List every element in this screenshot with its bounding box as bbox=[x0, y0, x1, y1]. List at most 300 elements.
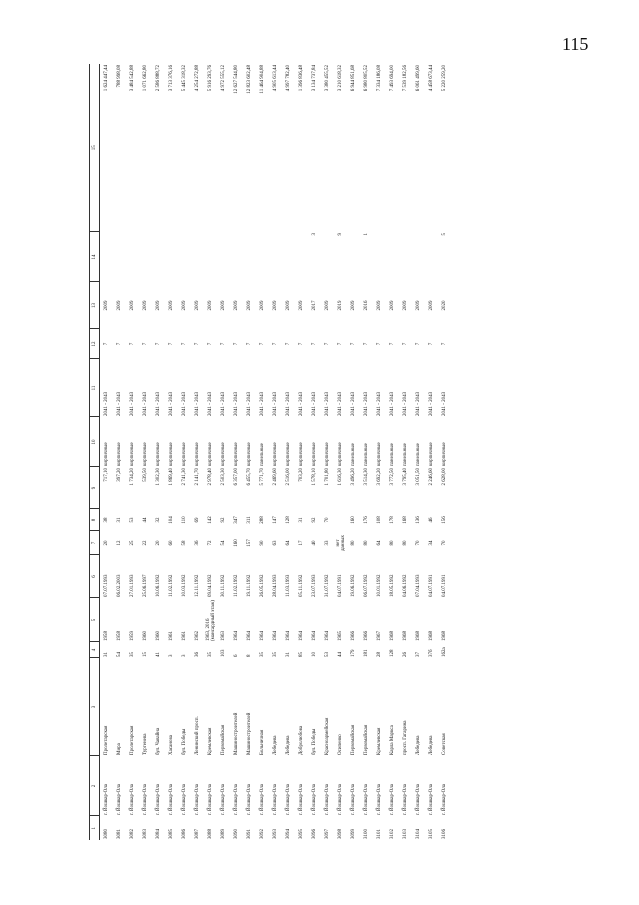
value-cell: 5 916 293,76 bbox=[208, 65, 213, 92]
wall-material-cell: панельные bbox=[416, 443, 421, 466]
year-cell: 1964 bbox=[299, 631, 304, 641]
street-cell: Кремлевская bbox=[208, 727, 213, 755]
table-row bbox=[126, 64, 139, 840]
area-cell: 2 628,00 bbox=[442, 468, 447, 486]
header-row bbox=[90, 64, 100, 840]
column-14-cell: 1 bbox=[364, 233, 369, 236]
column-header: 10 bbox=[90, 417, 100, 467]
column-14-cell bbox=[230, 232, 243, 282]
street-cell: Тургенева bbox=[143, 733, 148, 755]
column-8-cell: 44 bbox=[143, 517, 148, 523]
area-cell: 1 578,10 bbox=[312, 468, 317, 486]
column-12-cell: 7 bbox=[195, 342, 200, 346]
table-row bbox=[373, 64, 386, 840]
column-header: 11 bbox=[90, 359, 100, 417]
column-14-cell bbox=[165, 232, 178, 282]
wall-material-cell: кирпичные bbox=[247, 442, 252, 466]
column-13-cell: 2009 bbox=[117, 300, 122, 311]
city-cell: г. Йошкар-Ола bbox=[299, 783, 304, 815]
column-14-cell bbox=[373, 232, 386, 282]
area-cell: 717,10 bbox=[104, 468, 109, 482]
column-8-cell: 160 bbox=[351, 516, 356, 524]
period-cell: 2041 - 2043 bbox=[325, 391, 330, 416]
year-cell: 1958 bbox=[104, 631, 109, 641]
area-cell: 2 141,70 bbox=[195, 468, 200, 486]
wall-material-cell: кирпичные bbox=[143, 442, 148, 466]
period-cell: 2041 - 2043 bbox=[182, 391, 187, 416]
period-cell: 2041 - 2043 bbox=[429, 391, 434, 416]
row-number: 3093 bbox=[273, 829, 278, 839]
year-cell: 1968 bbox=[403, 631, 408, 641]
year-cell: 1959 bbox=[130, 631, 135, 641]
street-cell: Машиностроителей bbox=[247, 712, 252, 755]
value-cell: 11 464 904,88 bbox=[260, 65, 265, 94]
street-cell: просп. Гагарина bbox=[403, 720, 408, 755]
value-cell: 7 334 186,08 bbox=[377, 65, 382, 92]
column-7-cell: 157 bbox=[247, 539, 252, 547]
row-number: 3105 bbox=[429, 829, 434, 839]
column-7-cell: 36 bbox=[195, 540, 200, 546]
period-cell: 2041 - 2043 bbox=[312, 391, 317, 416]
column-14-cell bbox=[321, 232, 334, 282]
column-7-cell: 64 bbox=[377, 540, 382, 546]
row-number: 3087 bbox=[195, 829, 200, 839]
column-13-cell: 2009 bbox=[286, 300, 291, 311]
row-number: 3104 bbox=[416, 829, 421, 839]
column-14-cell bbox=[425, 232, 438, 282]
column-13-cell: 2009 bbox=[182, 300, 187, 311]
column-7-cell: 63 bbox=[273, 540, 278, 546]
house-number-cell: 85 bbox=[299, 652, 304, 657]
date-cell: 05.11.1992 bbox=[299, 574, 304, 597]
row-number: 3094 bbox=[286, 829, 291, 839]
wall-material-cell: кирпичные bbox=[234, 442, 239, 466]
house-number-cell: 54 bbox=[117, 652, 122, 657]
column-7-cell: 160 bbox=[234, 539, 239, 547]
table-row bbox=[165, 64, 178, 840]
house-number-cell: 41 bbox=[156, 652, 161, 657]
column-12-cell: 7 bbox=[130, 342, 135, 346]
street-cell: Первомайская bbox=[364, 724, 369, 755]
row-number: 3085 bbox=[169, 829, 174, 839]
column-12-cell: 7 bbox=[156, 342, 161, 346]
value-cell: 1 624 447,44 bbox=[104, 65, 109, 92]
wall-material-cell: кирпичные bbox=[221, 442, 226, 466]
column-7-cell: 72 bbox=[208, 540, 213, 546]
city-cell: г. Йошкар-Ола bbox=[117, 783, 122, 815]
street-cell: Хасанова bbox=[169, 734, 174, 755]
column-8-cell: 168 bbox=[403, 516, 408, 524]
column-14-cell bbox=[113, 232, 126, 282]
column-13-cell: 2009 bbox=[247, 300, 252, 311]
date-cell: 26.05.1992 bbox=[260, 574, 265, 597]
column-13-cell: 2009 bbox=[221, 300, 226, 311]
row-number: 3083 bbox=[143, 829, 148, 839]
housing-table bbox=[89, 64, 451, 840]
city-cell: г. Йошкар-Ола bbox=[338, 783, 343, 815]
period-cell: 2041 - 2043 bbox=[234, 391, 239, 416]
area-cell: 1 701,80 bbox=[325, 468, 330, 486]
column-13-cell: 2009 bbox=[416, 300, 421, 311]
area-cell: 1 869,40 bbox=[169, 468, 174, 486]
column-14-cell bbox=[204, 232, 217, 282]
city-cell: г. Йошкар-Ола bbox=[169, 783, 174, 815]
value-cell: 12 627 544,80 bbox=[234, 65, 239, 94]
column-12-cell: 7 bbox=[208, 342, 213, 346]
date-cell: 12.11.1992 bbox=[195, 574, 200, 597]
column-13-cell: 2020 bbox=[442, 300, 447, 311]
column-14-cell bbox=[269, 232, 282, 282]
column-14-cell: 5 bbox=[442, 233, 447, 236]
column-12-cell: 7 bbox=[351, 342, 356, 346]
column-12-cell: 7 bbox=[429, 342, 434, 346]
wall-material-cell: кирпичные bbox=[442, 442, 447, 466]
house-number-cell: 36 bbox=[195, 652, 200, 657]
city-cell: г. Йошкар-Ола bbox=[104, 783, 109, 815]
column-13-cell: 2009 bbox=[208, 300, 213, 311]
column-8-cell: 156 bbox=[442, 516, 447, 524]
area-cell: 5 771,70 bbox=[260, 468, 265, 486]
date-cell: 10.03.1992 bbox=[182, 574, 187, 597]
city-cell: г. Йошкар-Ола bbox=[416, 783, 421, 815]
city-cell: г. Йошкар-Ола bbox=[182, 783, 187, 815]
column-12-cell: 7 bbox=[442, 342, 447, 346]
area-cell: 3 795,40 bbox=[403, 468, 408, 486]
period-cell: 2041 - 2043 bbox=[104, 391, 109, 416]
table-row bbox=[191, 64, 204, 840]
value-cell: 4 997 782,40 bbox=[286, 65, 291, 92]
column-14-cell bbox=[152, 232, 165, 282]
date-cell: 10.01.1992 bbox=[377, 574, 382, 597]
house-number-cell: 37б bbox=[429, 649, 434, 657]
column-13-cell: 2009 bbox=[351, 300, 356, 311]
date-cell: 09.04.1992 bbox=[208, 574, 213, 597]
column-12-cell: 7 bbox=[299, 342, 304, 346]
value-cell: 788 998,08 bbox=[117, 65, 122, 88]
column-7-cell: 12 bbox=[117, 540, 122, 546]
period-cell: 2041 - 2043 bbox=[364, 391, 369, 416]
column-14-cell bbox=[282, 232, 295, 282]
column-7-cell: 20 bbox=[156, 540, 161, 546]
city-cell: г. Йошкар-Ола bbox=[286, 783, 291, 815]
column-13-cell: 2009 bbox=[104, 300, 109, 311]
column-12-cell: 7 bbox=[312, 342, 317, 346]
column-14-cell: 3 bbox=[312, 233, 317, 236]
row-number: 3092 bbox=[260, 829, 265, 839]
period-cell: 2041 - 2043 bbox=[390, 391, 395, 416]
street-cell: Первомайская bbox=[351, 724, 356, 755]
wall-material-cell: панельные bbox=[403, 443, 408, 466]
value-cell: 1 396 836,48 bbox=[299, 65, 304, 92]
table-row bbox=[399, 64, 412, 840]
column-13-cell: 2009 bbox=[195, 300, 200, 311]
table-row bbox=[178, 64, 191, 840]
column-8-cell: 176 bbox=[364, 516, 369, 524]
column-14-cell bbox=[126, 232, 139, 282]
column-12-cell: 7 bbox=[182, 342, 187, 346]
period-cell: 2041 - 2043 bbox=[169, 391, 174, 416]
value-cell: 7 493 694,00 bbox=[390, 65, 395, 92]
street-cell: Пролетарская bbox=[104, 725, 109, 755]
wall-material-cell: кирпичные bbox=[195, 442, 200, 466]
house-number-cell: 15 bbox=[143, 652, 148, 657]
date-cell: 19.11.1992 bbox=[247, 574, 252, 597]
period-cell: 2041 - 2043 bbox=[143, 391, 148, 416]
column-8-cell: 38 bbox=[104, 517, 109, 523]
date-cell: 04.07.1991 bbox=[442, 574, 447, 597]
table-row bbox=[269, 64, 282, 840]
column-12-cell: 7 bbox=[143, 342, 148, 346]
period-cell: 2041 - 2043 bbox=[221, 391, 226, 416]
wall-material-cell: кирпичные bbox=[299, 442, 304, 466]
date-cell: 27.01.1993 bbox=[130, 574, 135, 597]
row-number: 3080 bbox=[104, 829, 109, 839]
column-8-cell: 92 bbox=[312, 517, 317, 523]
column-header: 9 bbox=[90, 467, 100, 509]
column-7-cell: 58 bbox=[182, 540, 187, 546]
house-number-cell: 181 bbox=[364, 649, 369, 657]
area-cell: 1 734,20 bbox=[130, 468, 135, 486]
table-row bbox=[139, 64, 152, 840]
row-number: 3086 bbox=[182, 829, 187, 839]
column-7-cell: 25 bbox=[130, 540, 135, 546]
city-cell: г. Йошкар-Ола bbox=[260, 783, 265, 815]
year-cell: 1964 bbox=[247, 631, 252, 641]
year-cell: 1966 bbox=[364, 631, 369, 641]
area-cell: 3 514,30 bbox=[364, 468, 369, 486]
year-cell: 1964 bbox=[234, 631, 239, 641]
city-cell: г. Йошкар-Ола bbox=[377, 783, 382, 815]
column-7-cell: 90 bbox=[260, 540, 265, 546]
house-number-cell: 8 bbox=[247, 654, 252, 657]
period-cell: 2041 - 2043 bbox=[416, 391, 421, 416]
period-cell: 2041 - 2043 bbox=[442, 391, 447, 416]
column-header: 5 bbox=[90, 598, 100, 642]
table-row bbox=[243, 64, 256, 840]
column-8-cell: 31 bbox=[299, 517, 304, 523]
year-cell: 1964 bbox=[286, 631, 291, 641]
street-cell: Лебедева bbox=[429, 735, 434, 755]
city-cell: г. Йошкар-Ола bbox=[273, 783, 278, 815]
house-number-cell: 28 bbox=[377, 652, 382, 657]
wall-material-cell: панельные bbox=[390, 443, 395, 466]
column-7-cell: 80 bbox=[351, 540, 356, 546]
value-cell: 5 220 259,20 bbox=[442, 65, 447, 92]
area-cell: 2 516,00 bbox=[286, 468, 291, 486]
house-number-cell: 31 bbox=[286, 652, 291, 657]
column-13-cell: 2009 bbox=[260, 300, 265, 311]
city-cell: г. Йошкар-Ола bbox=[312, 783, 317, 815]
column-13-cell: 2009 bbox=[429, 300, 434, 311]
column-8-cell: 311 bbox=[247, 516, 252, 524]
area-cell: 6 357,00 bbox=[234, 468, 239, 486]
wall-material-cell: кирпичные bbox=[377, 442, 382, 466]
period-cell: 2041 - 2043 bbox=[260, 391, 265, 416]
column-14-cell bbox=[412, 232, 425, 282]
column-7-cell: 80 bbox=[403, 540, 408, 546]
value-cell: 2 586 888,72 bbox=[156, 65, 161, 92]
area-cell: 2 503,30 bbox=[221, 468, 226, 486]
table-row bbox=[204, 64, 217, 840]
value-cell: 3 484 542,88 bbox=[130, 65, 135, 92]
column-14-cell bbox=[191, 232, 204, 282]
year-cell: 1966 bbox=[351, 631, 356, 641]
house-number-cell: 35 bbox=[130, 652, 135, 657]
column-8-cell: 347 bbox=[234, 516, 239, 524]
row-number: 3098 bbox=[338, 829, 343, 839]
year-cell: 1964 bbox=[312, 631, 317, 641]
column-7-cell: 70 bbox=[442, 540, 447, 546]
column-13-cell: 2016 bbox=[364, 300, 369, 311]
value-cell: 4 905 613,44 bbox=[273, 65, 278, 92]
street-cell: бул. Чавайна bbox=[156, 727, 161, 755]
column-header: 4 bbox=[90, 642, 100, 658]
city-cell: г. Йошкар-Ола bbox=[130, 783, 135, 815]
city-cell: г. Йошкар-Ола bbox=[234, 783, 239, 815]
value-cell: 6 980 805,52 bbox=[364, 65, 369, 92]
column-7-cell: 54 bbox=[221, 540, 226, 546]
value-cell: 6 944 851,68 bbox=[351, 65, 356, 92]
period-cell: 2041 - 2043 bbox=[377, 391, 382, 416]
date-cell: 04.06.1992 bbox=[403, 574, 408, 597]
column-header: 1 bbox=[90, 816, 100, 840]
date-cell: 28.04.1993 bbox=[273, 574, 278, 597]
table-row bbox=[100, 64, 114, 840]
value-cell: 7 539 182,56 bbox=[403, 65, 408, 92]
column-7-cell: 22 bbox=[143, 540, 148, 546]
city-cell: г. Йошкар-Ола bbox=[442, 783, 447, 815]
table-row bbox=[438, 64, 451, 840]
value-cell: 3 134 737,84 bbox=[312, 65, 317, 92]
value-cell: 5 445 318,32 bbox=[182, 65, 187, 92]
row-number: 3089 bbox=[221, 829, 226, 839]
column-12-cell: 7 bbox=[390, 342, 395, 346]
period-cell: 2041 - 2043 bbox=[156, 391, 161, 416]
column-12-cell: 7 bbox=[260, 342, 265, 346]
house-number-cell: 3 bbox=[169, 654, 174, 657]
city-cell: г. Йошкар-Ола bbox=[156, 783, 161, 815]
wall-material-cell: панельные bbox=[351, 443, 356, 466]
period-cell: 2041 - 2043 bbox=[117, 391, 122, 416]
column-8-cell: 92 bbox=[221, 517, 226, 523]
column-7-cell: 70 bbox=[416, 540, 421, 546]
date-cell: 19.06.1992 bbox=[351, 574, 356, 597]
date-cell: 18.05.1992 bbox=[390, 574, 395, 597]
column-header: 6 bbox=[90, 555, 100, 598]
column-12-cell: 7 bbox=[104, 342, 109, 346]
column-7-cell: 40 bbox=[312, 540, 317, 546]
column-13-cell: 2009 bbox=[156, 300, 161, 311]
column-13-cell: 2009 bbox=[377, 300, 382, 311]
house-number-cell: 103 bbox=[221, 649, 226, 657]
value-cell: 3 713 376,16 bbox=[169, 65, 174, 92]
period-cell: 2041 - 2043 bbox=[403, 391, 408, 416]
column-14-cell bbox=[100, 232, 114, 282]
column-8-cell: 108 bbox=[377, 516, 382, 524]
column-7-cell: 60 bbox=[169, 540, 174, 546]
column-12-cell: 7 bbox=[169, 342, 174, 346]
period-cell: 2041 - 2043 bbox=[195, 391, 200, 416]
year-cell: 1968 bbox=[442, 631, 447, 641]
column-12-cell: 7 bbox=[338, 342, 343, 346]
row-number: 3101 bbox=[377, 829, 382, 839]
row-number: 3084 bbox=[156, 829, 161, 839]
wall-material-cell: кирпичные bbox=[338, 442, 343, 466]
year-cell: 1965 bbox=[338, 631, 343, 641]
column-8-cell bbox=[334, 509, 347, 531]
column-8-cell: 31 bbox=[117, 517, 122, 523]
column-13-cell: 2009 bbox=[169, 300, 174, 311]
year-cell: 1964 bbox=[325, 631, 330, 641]
date-cell: 11.02.1992 bbox=[234, 574, 239, 597]
street-cell: Красноармейская bbox=[325, 717, 330, 755]
column-13-cell: 2009 bbox=[130, 300, 135, 311]
wall-material-cell: панельные bbox=[260, 443, 265, 466]
area-cell: 2 741,30 bbox=[182, 468, 187, 486]
street-cell: бул. Победы bbox=[182, 728, 187, 755]
column-12-cell: 7 bbox=[247, 342, 252, 346]
column-12-cell: 7 bbox=[403, 342, 408, 346]
period-cell: 2041 - 2043 bbox=[208, 391, 213, 416]
wall-material-cell: кирпичные bbox=[312, 442, 317, 466]
street-cell: Лебедева bbox=[273, 735, 278, 755]
street-cell: Лебедева bbox=[286, 735, 291, 755]
column-14-cell bbox=[139, 232, 152, 282]
date-cell: 11.02.1992 bbox=[169, 574, 174, 597]
table-row bbox=[282, 64, 295, 840]
date-cell: 23.07.1993 bbox=[312, 574, 317, 597]
column-12-cell: 7 bbox=[377, 342, 382, 346]
area-cell: 2 469,60 bbox=[273, 468, 278, 486]
column-8-cell: 288 bbox=[260, 516, 265, 524]
house-number-cell: 31 bbox=[104, 652, 109, 657]
city-cell: г. Йошкар-Ола bbox=[143, 783, 148, 815]
year-cell: 1960 bbox=[143, 631, 148, 641]
wall-material-cell: кирпичные bbox=[117, 442, 122, 466]
house-number-cell: 26 bbox=[403, 652, 408, 657]
year-cell: 1968 bbox=[429, 631, 434, 641]
house-number-cell: 6 bbox=[234, 654, 239, 657]
value-cell: 4 972 555,12 bbox=[221, 65, 226, 92]
date-cell: 30.11.1992 bbox=[221, 574, 226, 597]
street-cell: Карла Маркса bbox=[390, 725, 395, 755]
date-cell: 25.06.1997 bbox=[143, 574, 148, 597]
row-number: 3103 bbox=[403, 829, 408, 839]
area-cell: 2 978,40 bbox=[208, 468, 213, 486]
column-7-cell: 34 bbox=[429, 540, 434, 546]
year-cell: 1960 bbox=[156, 631, 161, 641]
row-number: 3100 bbox=[364, 829, 369, 839]
row-number: 3099 bbox=[351, 829, 356, 839]
column-8-cell: 136 bbox=[416, 516, 421, 524]
column-13-cell: 2009 bbox=[390, 300, 395, 311]
wall-material-cell: кирпичные bbox=[156, 442, 161, 466]
year-cell: 1961 bbox=[182, 631, 187, 641]
city-cell: г. Йошкар-Ола bbox=[247, 783, 252, 815]
column-header: 8 bbox=[90, 509, 100, 531]
area-cell: 1 616,30 bbox=[338, 468, 343, 486]
city-cell: г. Йошкар-Ола bbox=[208, 783, 213, 815]
value-cell: 4 458 673,44 bbox=[429, 65, 434, 92]
column-8-cell: 110 bbox=[182, 516, 187, 524]
column-8-cell: 142 bbox=[208, 516, 213, 524]
column-8-cell: 53 bbox=[130, 517, 135, 523]
row-number: 3095 bbox=[299, 829, 304, 839]
city-cell: г. Йошкар-Ола bbox=[364, 783, 369, 815]
column-8-cell: 70 bbox=[325, 517, 330, 523]
date-cell: 07.04.1993 bbox=[416, 574, 421, 597]
period-cell: 2041 - 2043 bbox=[247, 391, 252, 416]
